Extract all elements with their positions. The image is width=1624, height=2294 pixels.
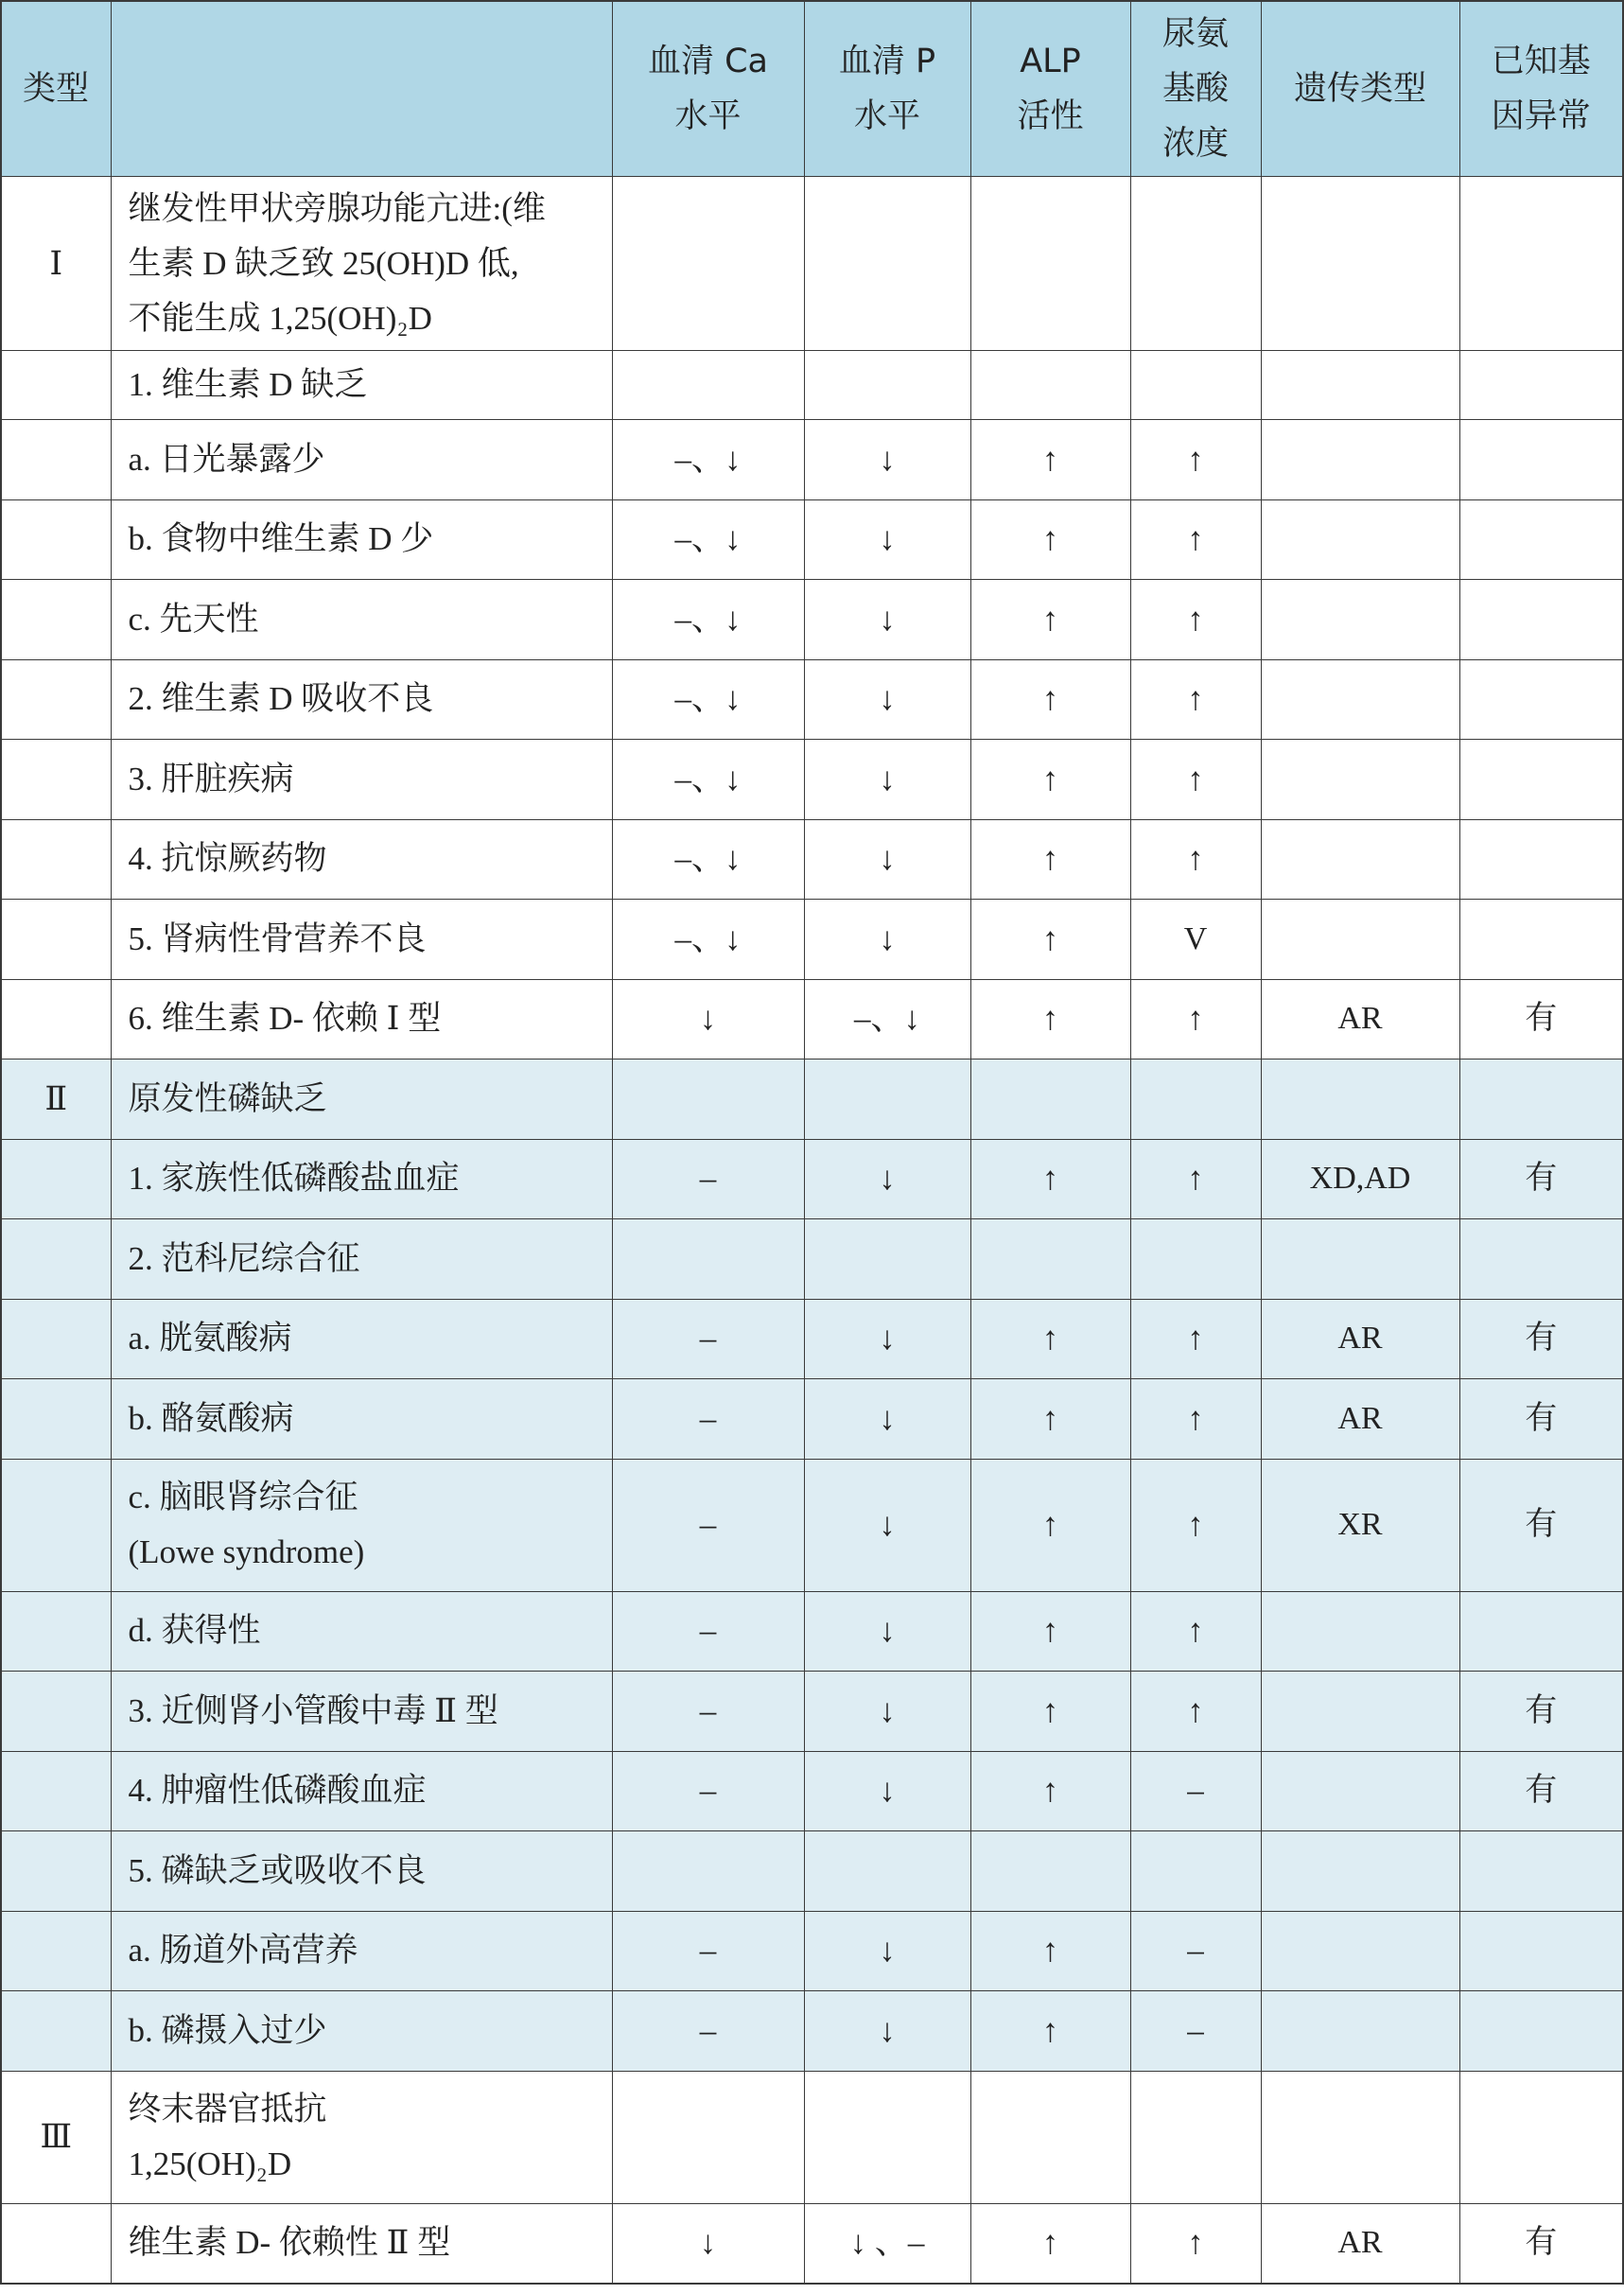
amino-acid-cell: ↑ <box>1130 1459 1261 1591</box>
table-row <box>1 1219 1623 1300</box>
serum-p-cell: ↓ <box>804 499 970 580</box>
table-row <box>1 1591 1623 1672</box>
table-row <box>1 580 1623 660</box>
serum-ca-cell: – <box>612 1379 804 1460</box>
table-row <box>1 1911 1623 1991</box>
inheritance-cell <box>1261 819 1459 900</box>
serum-ca-cell: –、↓ <box>612 499 804 580</box>
amino-acid-cell: ↑ <box>1130 499 1261 580</box>
gene-cell <box>1459 580 1623 660</box>
amino-acid-cell: ↑ <box>1130 740 1261 820</box>
type-cell <box>1 1459 111 1591</box>
serum-ca-cell: ↓ <box>612 2203 804 2284</box>
alp-cell: ↑ <box>970 1911 1130 1991</box>
serum-ca-cell: – <box>612 1459 804 1591</box>
gene-cell: 有 <box>1459 979 1623 1059</box>
serum-ca-cell: – <box>612 1139 804 1219</box>
serum-ca-cell: – <box>612 1672 804 1752</box>
header-condition <box>111 1 612 177</box>
alp-cell: ↑ <box>970 1459 1130 1591</box>
serum-p-cell: ↓ <box>804 1672 970 1752</box>
serum-p-cell: ↓ <box>804 1139 970 1219</box>
header-row <box>1 1 1623 177</box>
serum-p-cell: ↓ <box>804 1299 970 1379</box>
type-cell <box>1 351 111 420</box>
condition-cell: 2. 范科尼综合征 <box>111 1219 612 1300</box>
condition-cell: 6. 维生素 D- 依赖 Ⅰ 型 <box>111 979 612 1059</box>
type-cell <box>1 420 111 500</box>
table-row <box>1 2203 1623 2284</box>
inheritance-cell <box>1261 740 1459 820</box>
inheritance-cell <box>1261 1672 1459 1752</box>
alp-cell <box>970 1059 1130 1140</box>
alp-cell: ↑ <box>970 1672 1130 1752</box>
gene-cell <box>1459 1991 1623 2072</box>
serum-p-cell: ↓ <box>804 580 970 660</box>
amino-acid-cell <box>1130 1059 1261 1140</box>
alp-cell <box>970 1831 1130 1912</box>
inheritance-cell: XR <box>1261 1459 1459 1591</box>
serum-ca-cell: –、↓ <box>612 659 804 740</box>
table-row <box>1 900 1623 980</box>
type-cell <box>1 580 111 660</box>
gene-cell: 有 <box>1459 2203 1623 2284</box>
inheritance-cell <box>1261 1751 1459 1831</box>
serum-p-cell: ↓ <box>804 1459 970 1591</box>
alp-cell: ↑ <box>970 1139 1130 1219</box>
inheritance-cell <box>1261 900 1459 980</box>
condition-cell: b. 食物中维生素 D 少 <box>111 499 612 580</box>
serum-p-cell <box>804 1219 970 1300</box>
amino-acid-cell: ↑ <box>1130 1672 1261 1752</box>
condition-cell: a. 日光暴露少 <box>111 420 612 500</box>
condition-cell: b. 磷摄入过少 <box>111 1991 612 2072</box>
type-cell <box>1 1591 111 1672</box>
type-cell <box>1 1831 111 1912</box>
amino-acid-cell <box>1130 351 1261 420</box>
alp-cell: ↑ <box>970 580 1130 660</box>
alp-cell: ↑ <box>970 1379 1130 1460</box>
header-serum-p: 血清 P 水平 <box>804 1 970 177</box>
gene-cell: 有 <box>1459 1459 1623 1591</box>
serum-ca-cell: –、↓ <box>612 420 804 500</box>
table-row <box>1 2071 1623 2203</box>
type-cell <box>1 1379 111 1460</box>
condition-cell: c. 先天性 <box>111 580 612 660</box>
serum-p-cell: ↓ <box>804 819 970 900</box>
type-cell <box>1 659 111 740</box>
table-row <box>1 1299 1623 1379</box>
table-row <box>1 1991 1623 2072</box>
condition-cell: b. 酪氨酸病 <box>111 1379 612 1460</box>
serum-p-cell: ↓ <box>804 1591 970 1672</box>
type-cell <box>1 499 111 580</box>
alp-cell: ↑ <box>970 900 1130 980</box>
table-row <box>1 1059 1623 1140</box>
gene-cell: 有 <box>1459 1379 1623 1460</box>
serum-ca-cell <box>612 2071 804 2203</box>
header-known-gene: 已知基 因异常 <box>1459 1 1623 177</box>
type-cell <box>1 740 111 820</box>
header-type: 类型 <box>1 1 111 177</box>
condition-cell: a. 胱氨酸病 <box>111 1299 612 1379</box>
condition-cell: 维生素 D- 依赖性 Ⅱ 型 <box>111 2203 612 2284</box>
serum-ca-cell: –、↓ <box>612 900 804 980</box>
inheritance-cell <box>1261 659 1459 740</box>
gene-cell <box>1459 420 1623 500</box>
condition-cell: 继发性甲状旁腺功能亢进:(维 生素 D 缺乏致 25(OH)D 低, 不能生成 1,25(OH)₂D <box>111 177 612 351</box>
type-cell: Ⅰ <box>1 177 111 351</box>
type-cell <box>1 1991 111 2072</box>
table-row <box>1 420 1623 500</box>
type-cell: Ⅲ <box>1 2071 111 2203</box>
serum-p-cell: ↓ <box>804 1379 970 1460</box>
gene-cell: 有 <box>1459 1299 1623 1379</box>
alp-cell: ↑ <box>970 1299 1130 1379</box>
header-inheritance: 遗传类型 <box>1261 1 1459 177</box>
type-cell: Ⅱ <box>1 1059 111 1140</box>
gene-cell <box>1459 2071 1623 2203</box>
table-row <box>1 1672 1623 1752</box>
gene-cell <box>1459 1219 1623 1300</box>
amino-acid-cell <box>1130 2071 1261 2203</box>
alp-cell <box>970 177 1130 351</box>
type-cell <box>1 1219 111 1300</box>
inheritance-cell <box>1261 420 1459 500</box>
table-row <box>1 351 1623 420</box>
serum-ca-cell: – <box>612 1991 804 2072</box>
type-cell <box>1 1139 111 1219</box>
gene-cell <box>1459 351 1623 420</box>
serum-p-cell: ↓ <box>804 900 970 980</box>
serum-ca-cell <box>612 1831 804 1912</box>
serum-ca-cell: – <box>612 1911 804 1991</box>
amino-acid-cell: ↑ <box>1130 1379 1261 1460</box>
gene-cell <box>1459 659 1623 740</box>
header-urine-amino-acid: 尿氨 基酸 浓度 <box>1130 1 1261 177</box>
amino-acid-cell <box>1130 1831 1261 1912</box>
condition-cell: 1. 家族性低磷酸盐血症 <box>111 1139 612 1219</box>
serum-ca-cell: –、↓ <box>612 740 804 820</box>
alp-cell: ↑ <box>970 659 1130 740</box>
inheritance-cell <box>1261 351 1459 420</box>
amino-acid-cell: ↑ <box>1130 979 1261 1059</box>
serum-ca-cell: –、↓ <box>612 819 804 900</box>
serum-p-cell: ↓ <box>804 420 970 500</box>
condition-cell: a. 肠道外高营养 <box>111 1911 612 1991</box>
gene-cell <box>1459 1911 1623 1991</box>
gene-cell <box>1459 1831 1623 1912</box>
condition-cell: 4. 抗惊厥药物 <box>111 819 612 900</box>
amino-acid-cell: ↑ <box>1130 1139 1261 1219</box>
table-row <box>1 1379 1623 1460</box>
alp-cell: ↑ <box>970 1591 1130 1672</box>
type-cell <box>1 1911 111 1991</box>
type-cell <box>1 1672 111 1752</box>
alp-cell <box>970 2071 1130 2203</box>
serum-ca-cell <box>612 1059 804 1140</box>
inheritance-cell <box>1261 1831 1459 1912</box>
serum-p-cell <box>804 1059 970 1140</box>
alp-cell: ↑ <box>970 819 1130 900</box>
inheritance-cell <box>1261 499 1459 580</box>
table-row <box>1 1139 1623 1219</box>
table-row <box>1 659 1623 740</box>
table-row <box>1 1459 1623 1591</box>
inheritance-cell <box>1261 1911 1459 1991</box>
serum-p-cell: ↓ <box>804 1751 970 1831</box>
serum-ca-cell: – <box>612 1299 804 1379</box>
gene-cell: 有 <box>1459 1672 1623 1752</box>
gene-cell <box>1459 499 1623 580</box>
serum-p-cell: ↓ <box>804 1991 970 2072</box>
table-row <box>1 979 1623 1059</box>
inheritance-cell <box>1261 580 1459 660</box>
gene-cell <box>1459 177 1623 351</box>
serum-p-cell <box>804 351 970 420</box>
serum-p-cell: ↓ <box>804 659 970 740</box>
gene-cell: 有 <box>1459 1139 1623 1219</box>
table-row <box>1 1751 1623 1831</box>
table-row <box>1 819 1623 900</box>
inheritance-cell <box>1261 1059 1459 1140</box>
serum-ca-cell: ↓ <box>612 979 804 1059</box>
amino-acid-cell <box>1130 177 1261 351</box>
type-cell <box>1 819 111 900</box>
alp-cell: ↑ <box>970 420 1130 500</box>
type-cell <box>1 900 111 980</box>
gene-cell <box>1459 740 1623 820</box>
amino-acid-cell: V <box>1130 900 1261 980</box>
alp-cell: ↑ <box>970 1991 1130 2072</box>
amino-acid-cell: ↑ <box>1130 580 1261 660</box>
alp-cell: ↑ <box>970 1751 1130 1831</box>
serum-ca-cell: – <box>612 1591 804 1672</box>
type-cell <box>1 2203 111 2284</box>
amino-acid-cell: ↑ <box>1130 420 1261 500</box>
condition-cell: 1. 维生素 D 缺乏 <box>111 351 612 420</box>
gene-cell: 有 <box>1459 1751 1623 1831</box>
serum-p-cell <box>804 1831 970 1912</box>
alp-cell: ↑ <box>970 499 1130 580</box>
condition-cell: 5. 磷缺乏或吸收不良 <box>111 1831 612 1912</box>
gene-cell <box>1459 900 1623 980</box>
alp-cell: ↑ <box>970 979 1130 1059</box>
condition-cell: 终末器官抵抗 1,25(OH)₂D <box>111 2071 612 2203</box>
header-alp: ALP 活性 <box>970 1 1130 177</box>
inheritance-cell: AR <box>1261 1379 1459 1460</box>
alp-cell: ↑ <box>970 740 1130 820</box>
serum-p-cell: ↓ <box>804 740 970 820</box>
alp-cell <box>970 351 1130 420</box>
amino-acid-cell: ↑ <box>1130 659 1261 740</box>
type-cell <box>1 979 111 1059</box>
amino-acid-cell: ↑ <box>1130 1591 1261 1672</box>
condition-cell: 4. 肿瘤性低磷酸血症 <box>111 1751 612 1831</box>
inheritance-cell <box>1261 1591 1459 1672</box>
inheritance-cell: AR <box>1261 1299 1459 1379</box>
serum-ca-cell <box>612 177 804 351</box>
inheritance-cell <box>1261 177 1459 351</box>
serum-ca-cell <box>612 351 804 420</box>
amino-acid-cell: – <box>1130 1911 1261 1991</box>
serum-ca-cell <box>612 1219 804 1300</box>
serum-ca-cell: – <box>612 1751 804 1831</box>
condition-cell: 3. 近侧肾小管酸中毒 Ⅱ 型 <box>111 1672 612 1752</box>
table-row <box>1 499 1623 580</box>
condition-cell: d. 获得性 <box>111 1591 612 1672</box>
gene-cell <box>1459 1059 1623 1140</box>
serum-p-cell <box>804 2071 970 2203</box>
table-row <box>1 740 1623 820</box>
amino-acid-cell: ↑ <box>1130 1299 1261 1379</box>
inheritance-cell <box>1261 1219 1459 1300</box>
alp-cell: ↑ <box>970 2203 1130 2284</box>
serum-p-cell <box>804 177 970 351</box>
serum-p-cell: –、↓ <box>804 979 970 1059</box>
type-cell <box>1 1299 111 1379</box>
amino-acid-cell: ↑ <box>1130 2203 1261 2284</box>
condition-cell: 3. 肝脏疾病 <box>111 740 612 820</box>
gene-cell <box>1459 1591 1623 1672</box>
serum-p-cell: ↓ <box>804 1911 970 1991</box>
inheritance-cell: XD,AD <box>1261 1139 1459 1219</box>
inheritance-cell <box>1261 1991 1459 2072</box>
inheritance-cell <box>1261 2071 1459 2203</box>
amino-acid-cell <box>1130 1219 1261 1300</box>
amino-acid-cell: – <box>1130 1751 1261 1831</box>
condition-cell: 原发性磷缺乏 <box>111 1059 612 1140</box>
type-cell <box>1 1751 111 1831</box>
table-row <box>1 1831 1623 1912</box>
inheritance-cell: AR <box>1261 979 1459 1059</box>
condition-cell: 2. 维生素 D 吸收不良 <box>111 659 612 740</box>
header-serum-ca: 血清 Ca 水平 <box>612 1 804 177</box>
gene-cell <box>1459 819 1623 900</box>
serum-ca-cell: –、↓ <box>612 580 804 660</box>
table-row <box>1 177 1623 351</box>
condition-cell: 5. 肾病性骨营养不良 <box>111 900 612 980</box>
condition-cell: c. 脑眼肾综合征 (Lowe syndrome) <box>111 1459 612 1591</box>
alp-cell <box>970 1219 1130 1300</box>
amino-acid-cell: – <box>1130 1991 1261 2072</box>
amino-acid-cell: ↑ <box>1130 819 1261 900</box>
inheritance-cell: AR <box>1261 2203 1459 2284</box>
serum-p-cell: ↓ 、– <box>804 2203 970 2284</box>
